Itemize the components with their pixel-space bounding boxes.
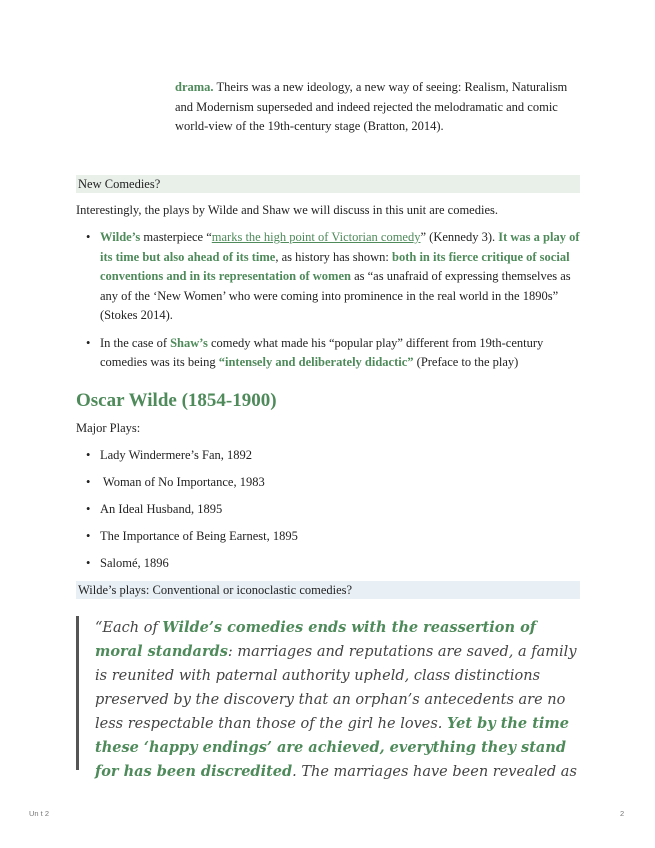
bullet-text: (Preface to the play) [413, 355, 519, 369]
quote-text: . The marriages have been revealed as [292, 764, 577, 780]
victorian-comedy-link[interactable]: marks the high point of Victorian comedy [211, 230, 421, 244]
list-item [86, 228, 581, 326]
highlight-text: “intensely and deliberately didactic” [218, 355, 414, 369]
quote-highlight: Wilde’s comedies ends with the reassertion of moral standards [95, 619, 536, 660]
list-item: • Lady Windermere’s Fan, 1892 [86, 446, 298, 473]
bullet-text: ” (Kennedy 3). [420, 230, 499, 244]
page-number: 2 [620, 809, 625, 818]
quote-highlight: Yet by the time these ‘happy endings’ are achieved, everything they stand for has been discredited [95, 715, 569, 780]
bullet-text: In the case of [100, 335, 171, 350]
bullet-text: comedy what made his “popular play” different from 19th-century comedies was its being [100, 335, 544, 369]
list-item: • Salomé, 1896 [86, 554, 298, 581]
wilde-name: Wilde’s [100, 230, 141, 244]
highlight-text: It was a play of its time but also ahead of its time [100, 230, 580, 264]
list-item: • Woman of No Importance, 1983 [86, 473, 298, 500]
bullet-text: , as history has shown: [275, 249, 393, 264]
bullet-text: as “as unafraid of expressing themselves as any of the ‘New Women’ who were coming into prominence in the real world in the 1890s” (Stokes 2014). [100, 269, 571, 322]
intro-paragraph [175, 78, 580, 137]
plays-list [86, 446, 298, 581]
footer-unit-label: Un t 2 [29, 809, 50, 818]
bullet-text: masterpiece “ [140, 230, 212, 244]
intro-lead: drama. [175, 80, 214, 94]
quote-text: : marriages and reputations are saved, a family is reunited with paternal authority upheld, class distinctions preserved by the discovery that an orphan’s antecedents are no less respectable than those of the girl he loves. [95, 644, 577, 732]
intro-text: Theirs was a new ideology, a new way of seeing: Realism, Naturalism and Modernism superseded and indeed rejected the melodramatic and comic world-view of the 19th-century stage (Bratton, 2014). [175, 80, 568, 133]
section-heading-wilde-plays: Wilde’s plays: Conventional or iconoclastic comedies? [76, 581, 580, 599]
shaw-name: Shaw’s [170, 335, 208, 350]
comedies-bullet-list [86, 228, 581, 381]
critic-quote [76, 616, 581, 780]
list-item [86, 334, 581, 373]
quote-text: “Each of [95, 620, 163, 636]
highlight-text: both in its fierce critique of social conventions and in its representation of women [100, 249, 570, 283]
major-plays-label: Major Plays: [76, 421, 141, 435]
oscar-wilde-heading: Oscar Wilde (1854-1900) [76, 390, 277, 411]
section-intro-paragraph: Interestingly, the plays by Wilde and Shaw we will discuss in this unit are comedies. [76, 203, 498, 217]
list-item: • An Ideal Husband, 1895 [86, 500, 298, 527]
list-item: • The Importance of Being Earnest, 1895 [86, 527, 298, 554]
section-heading-new-comedies: New Comedies? [76, 175, 580, 193]
